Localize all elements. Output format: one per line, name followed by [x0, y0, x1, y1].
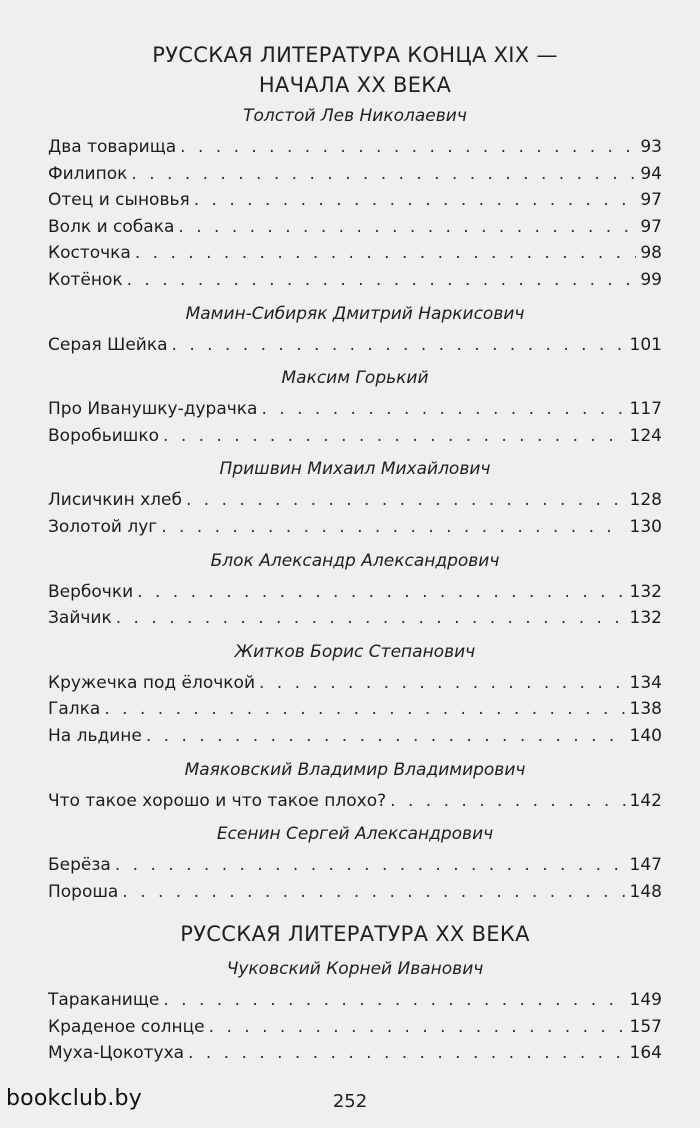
work-title: Зайчик — [48, 608, 112, 629]
page-ref: 148 — [629, 881, 662, 902]
work-title: Про Иванушку-дурачка — [48, 399, 258, 420]
works-list — [48, 788, 662, 815]
author-heading: Мамин-Сибиряк Дмитрий Наркисович — [185, 303, 525, 324]
page-ref: 117 — [629, 399, 662, 420]
toc-entry[interactable] — [48, 788, 662, 815]
work-title: Котёнок — [48, 269, 123, 290]
work-title: Волк и собака — [48, 216, 175, 237]
work-title: Вербочки — [48, 581, 134, 602]
section-title-line1: РУССКАЯ ЛИТЕРАТУРА КОНЦА XIX — — [152, 43, 558, 67]
author-heading: Блок Александр Александрович — [210, 550, 500, 571]
work-title: Косточка — [48, 243, 131, 264]
toc-entry[interactable] — [48, 852, 662, 879]
leader-dots — [122, 879, 625, 906]
toc-entry[interactable] — [48, 605, 662, 632]
leader-dots — [135, 240, 637, 267]
page-ref: 164 — [629, 1043, 662, 1064]
section-title — [48, 40, 662, 100]
author-heading: Максим Горький — [281, 368, 429, 389]
section-title: РУССКАЯ ЛИТЕРАТУРА XX ВЕКА — [180, 922, 530, 947]
leader-dots — [178, 214, 636, 241]
page-ref: 99 — [640, 269, 662, 290]
page-ref: 132 — [629, 581, 662, 602]
leader-dots — [390, 788, 625, 815]
page-ref: 97 — [640, 190, 662, 211]
work-title: Лисичкин хлеб — [48, 490, 182, 511]
leader-dots — [209, 1014, 626, 1041]
toc-entry[interactable] — [48, 723, 662, 750]
work-title: Кружечка под ёлочкой — [48, 672, 255, 693]
toc-entry[interactable] — [48, 187, 662, 214]
section-20th-century — [48, 919, 662, 1067]
section-title-line2: НАЧАЛА XX ВЕКА — [258, 73, 452, 97]
watermark: bookclub.by — [6, 1086, 142, 1111]
toc-entry[interactable] — [48, 1040, 662, 1067]
page-ref: 124 — [629, 425, 662, 446]
page-ref: 140 — [629, 725, 662, 746]
page-ref: 132 — [629, 608, 662, 629]
author-heading: Толстой Лев Николаевич — [243, 106, 467, 126]
author-heading: Маяковский Владимир Владимирович — [184, 759, 526, 780]
section-late-19th-early-20th — [48, 40, 662, 905]
work-title: Отец и сыновья — [48, 190, 190, 211]
leader-dots — [194, 187, 637, 214]
toc-entry[interactable] — [48, 879, 662, 906]
work-title: На льдине — [48, 725, 142, 746]
work-title: Филипок — [48, 163, 128, 184]
toc-entry[interactable] — [48, 423, 662, 450]
leader-dots — [116, 605, 626, 632]
leader-dots — [127, 267, 637, 294]
table-of-contents — [48, 40, 662, 1067]
leader-dots — [131, 161, 636, 188]
works-list — [48, 579, 662, 632]
page-ref: 130 — [629, 516, 662, 537]
work-title: Берёза — [48, 855, 111, 876]
toc-entry[interactable] — [48, 332, 662, 359]
toc-entry[interactable] — [48, 240, 662, 267]
works-list — [48, 987, 662, 1067]
works-list — [48, 332, 662, 359]
leader-dots — [146, 723, 626, 750]
leader-dots — [259, 670, 626, 697]
work-title: Два товарища — [48, 137, 177, 157]
leader-dots — [188, 1040, 625, 1067]
leader-dots — [186, 487, 626, 514]
author-heading: Житков Борис Степанович — [234, 641, 476, 662]
page-ref: 147 — [629, 855, 662, 876]
author-heading: Чуковский Корней Иванович — [226, 959, 484, 980]
leader-dots — [261, 396, 625, 423]
work-title: Серая Шейка — [48, 334, 168, 355]
works-list — [48, 134, 662, 294]
page-ref: 98 — [640, 243, 662, 264]
work-title: Тараканище — [48, 990, 160, 1011]
page-ref: 157 — [629, 1016, 662, 1037]
toc-entry[interactable] — [48, 214, 662, 241]
leader-dots — [115, 852, 626, 879]
toc-entry[interactable] — [48, 487, 662, 514]
works-list — [48, 487, 662, 540]
leader-dots — [180, 134, 636, 161]
page-ref: 138 — [629, 699, 662, 720]
work-title: Золотой луг — [48, 516, 158, 537]
leader-dots — [172, 332, 626, 359]
works-list — [48, 852, 662, 905]
page-ref: 97 — [640, 216, 662, 237]
toc-entry[interactable] — [48, 514, 662, 541]
leader-dots — [161, 514, 625, 541]
leader-dots — [163, 987, 625, 1014]
work-title: Что такое хорошо и что такое плохо? — [48, 790, 387, 811]
author-heading: Пришвин Михаил Михайлович — [219, 459, 491, 480]
leader-dots — [163, 423, 626, 450]
page-ref: 93 — [640, 137, 662, 157]
works-list — [48, 670, 662, 750]
page-ref: 128 — [629, 490, 662, 511]
toc-entry[interactable] — [48, 696, 662, 723]
toc-entry[interactable] — [48, 161, 662, 188]
work-title: Галка — [48, 699, 101, 720]
leader-dots — [137, 579, 625, 606]
page-ref: 149 — [629, 990, 662, 1011]
toc-entry[interactable] — [48, 987, 662, 1014]
page-number: 252 — [332, 1091, 368, 1112]
toc-entry[interactable] — [48, 396, 662, 423]
toc-entry[interactable] — [48, 1014, 662, 1041]
work-title: Пороша — [48, 881, 119, 902]
toc-entry[interactable] — [48, 267, 662, 294]
author-heading: Есенин Сергей Александрович — [216, 824, 494, 845]
work-title: Муха-Цокотуха — [48, 1043, 185, 1064]
toc-entry[interactable] — [48, 670, 662, 697]
page-ref: 142 — [629, 790, 662, 811]
leader-dots — [104, 696, 625, 723]
toc-entry[interactable] — [48, 134, 662, 161]
work-title: Краденое солнце — [48, 1016, 205, 1037]
page-ref: 134 — [629, 672, 662, 693]
toc-entry[interactable] — [48, 579, 662, 606]
page-ref: 94 — [640, 163, 662, 184]
page-ref: 101 — [629, 334, 662, 355]
work-title: Воробьишко — [48, 425, 160, 446]
works-list — [48, 396, 662, 449]
